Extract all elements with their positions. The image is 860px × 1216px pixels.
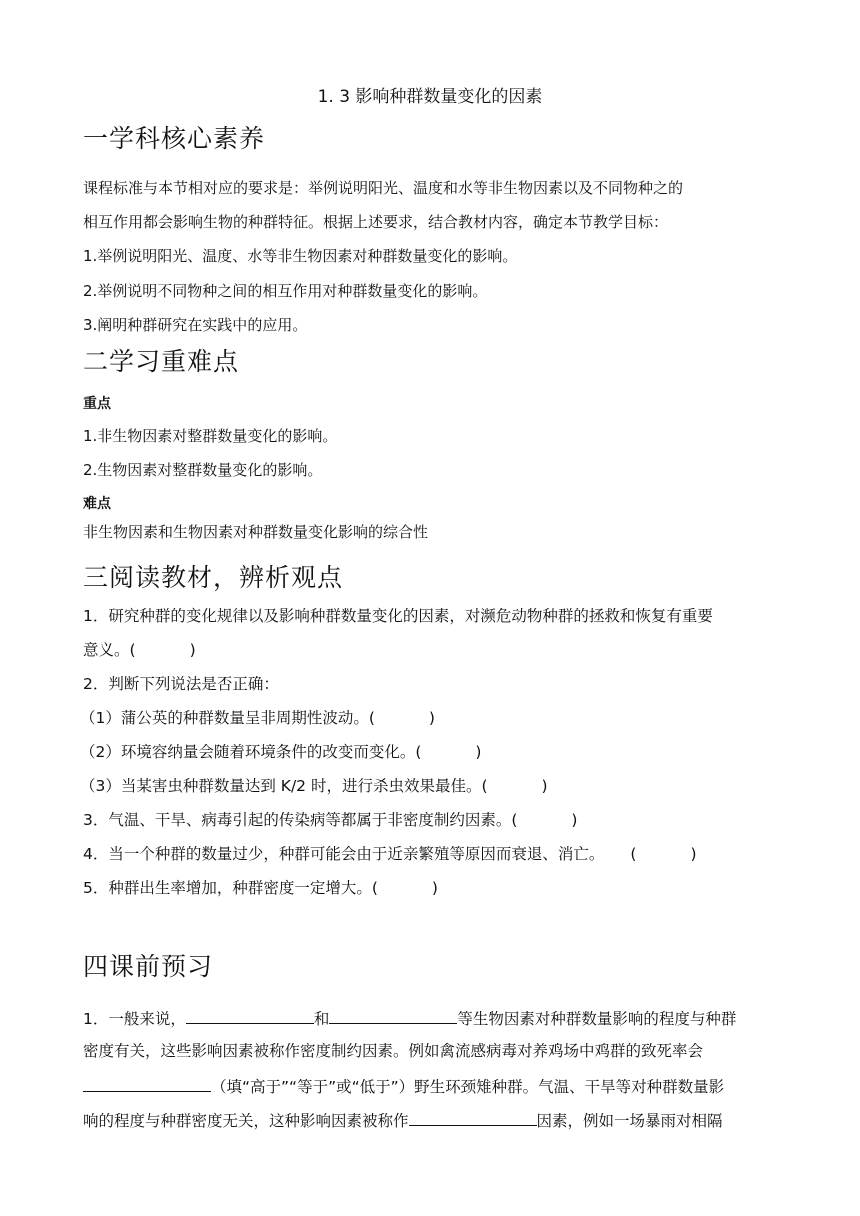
fill-blank-4[interactable]	[409, 1109, 537, 1126]
q4-text: 4．当一个种群的数量过少，种群可能会由于近亲繁殖等原因而衰退、消亡。	[83, 845, 605, 863]
q2-3	[80, 776, 548, 796]
preview-text-b: 和	[313, 1010, 330, 1028]
q2-3-text: （3）当某害虫种群数量达到 K/2 时，进行杀虫效果最佳。(	[80, 777, 488, 795]
fill-blank-2[interactable]	[329, 1007, 457, 1024]
s1-intro-line2: 相互作用都会影响生物的种群特征。根据上述要求，结合教材内容，确定本节教学目标：	[83, 213, 669, 231]
key-points-label: 重点	[83, 396, 111, 412]
preview-text-f: 因素，例如一场暴雨对相隔	[536, 1112, 723, 1130]
close-paren: )	[428, 709, 435, 727]
key-point-2: 2.生物因素对整群数量变化的影响。	[83, 461, 323, 479]
preview-line3	[83, 1075, 778, 1097]
close-paren: )	[690, 845, 697, 863]
q1-line2-text: 意义。(	[83, 641, 136, 659]
open-paren: (	[630, 845, 637, 863]
q2-1	[80, 708, 435, 728]
preview-line2: 密度有关，这些影响因素被称作密度制约因素。例如禽流感病毒对养鸡场中鸡群的致死率会	[83, 1042, 704, 1060]
difficult-point-1: 非生物因素和生物因素对种群数量变化影响的综合性	[83, 523, 429, 541]
preview-text-a: 1．一般来说，	[83, 1010, 186, 1028]
close-paren: )	[431, 879, 438, 897]
section3-heading: 三阅读教材，辨析观点	[83, 563, 344, 592]
preview-line4	[83, 1109, 778, 1131]
q3	[83, 810, 783, 830]
q2-text: 2．判断下列说法是否正确：	[83, 675, 279, 693]
q2-1-text: （1）蒲公英的种群数量呈非周期性波动。(	[80, 709, 375, 727]
q3-text: 3．气温、干旱、病毒引起的传染病等都属于非密度制约因素。(	[83, 811, 518, 829]
close-paren: )	[571, 811, 578, 829]
difficult-points-label: 难点	[83, 496, 111, 512]
s1-goal3: 3.阐明种群研究在实践中的应用。	[83, 316, 308, 334]
close-paren: )	[541, 777, 548, 795]
key-point-1: 1.非生物因素对整群数量变化的影响。	[83, 427, 338, 445]
q2-2	[80, 742, 481, 762]
q2-2-text: （2）环境容纳量会随着环境条件的改变而变化。(	[80, 743, 422, 761]
close-paren: )	[475, 743, 482, 761]
q5-text: 5．种群出生率增加，种群密度一定增大。(	[83, 879, 378, 897]
document-title: 1. 3 影响种群数量变化的因素	[317, 87, 543, 107]
q1-line2	[83, 640, 783, 660]
section1-heading: 一学科核心素养	[83, 124, 266, 153]
fill-blank-1[interactable]	[186, 1007, 314, 1024]
s1-intro-line1: 课程标准与本节相对应的要求是：举例说明阳光、温度和水等非生物因素以及不同物种之的	[83, 179, 684, 197]
s1-goal2: 2.举例说明不同物种之间的相互作用对种群数量变化的影响。	[83, 282, 488, 300]
preview-text-d: （填“高于”“等于”或“低于”）野生环颈雉种群。气温、干旱等对种群数量影	[211, 1078, 725, 1096]
q5	[83, 878, 783, 898]
preview-line1	[83, 1007, 778, 1029]
section2-heading: 二学习重难点	[83, 347, 240, 376]
fill-blank-3[interactable]	[83, 1075, 211, 1092]
q1-line1: 1．研究种群的变化规律以及影响种群数量变化的因素，对濒危动物种群的拯救和恢复有重要	[83, 607, 713, 625]
section4-heading: 四课前预习	[83, 952, 214, 981]
preview-text-c: 等生物因素对种群数量影响的程度与种群	[457, 1010, 737, 1028]
s1-goal1: 1.举例说明阳光、温度、水等非生物因素对种群数量变化的影响。	[83, 247, 518, 265]
preview-text-e: 响的程度与种群密度无关，这种影响因素被称作	[83, 1112, 409, 1130]
close-paren: )	[189, 641, 196, 659]
q4	[83, 844, 783, 864]
